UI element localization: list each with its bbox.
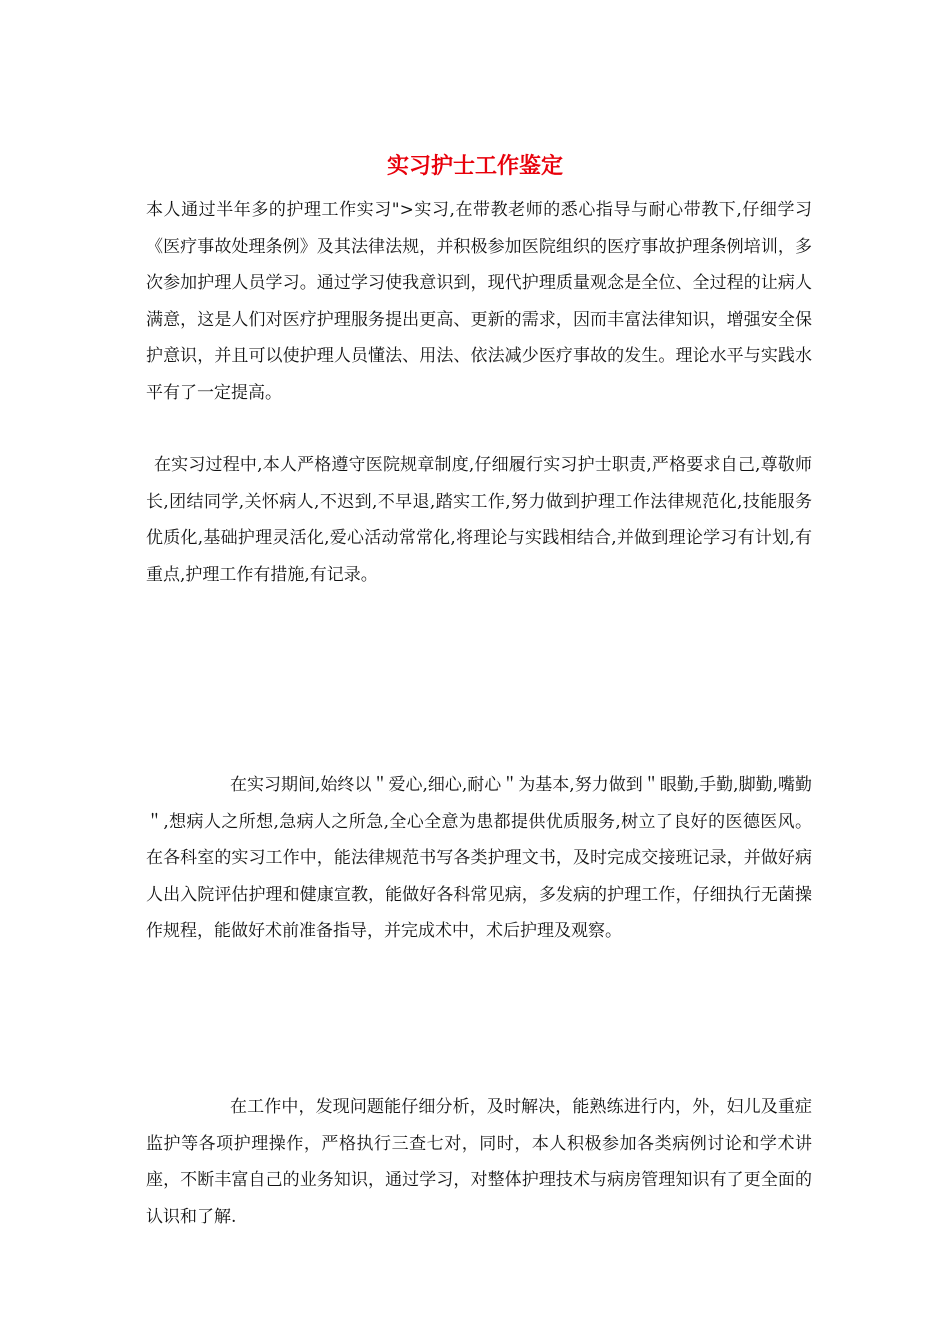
paragraph-3: 在实习期间,始终以＂爱心,细心,耐心＂为基本,努力做到＂眼勤,手勤,脚勤,嘴勤＂,想病人之所想,急病人之所急,全心全意为患都提供优质服务,树立了良好的医德医风。 在各科室的实习工作中，能法律规范书写各类护理文书，及时完成交接班记录，并做好病人出入院评估护理和健康宣教，能做好各科常见病，多发病的护理工作，仔细执行无菌操作规程，能做好术前准备指导，并完成术中，术后护理及观察。 (146, 775, 812, 941)
paragraph-4: 在工作中，发现问题能仔细分析，及时解决，能熟练进行内，外，妇儿及重症监护等各项护理操作，严格执行三查七对，同时，本人积极参加各类病例讨论和学术讲座，不断丰富自己的业务知识，通过学习，对整体护理技术与病房管理知识有了更全面的认识和了解. (146, 1097, 812, 1227)
document-title: 实习护士工作鉴定 (386, 153, 563, 179)
paragraph-2: 在实习过程中,本人严格遵守医院规章制度,仔细履行实习护士职责,严格要求自己,尊敬师长,团结同学,关怀病人,不迟到,不早退,踏实工作,努力做到护理工作法律规范化,技能服务优质化,基础护理灵活化,爱心活动常常化,将理论与实践相结合,并做到理论学习有计划,有重点,护理工作有措施,有记录。 (146, 455, 812, 585)
paragraph-1: 本人通过半年多的护理工作实习">实习,在带教老师的悉心指导与耐心带教下,仔细学习《医疗事故处理条例》及其法律法规，并积极参加医院组织的医疗事故护理条例培训，多次参加护理人员学习。通过学习使我意识到，现代护理质量观念是全位、全过程的让病人满意，这是人们对医疗护理服务提出更高、更新的需求，因而丰富法律知识，增强安全保护意识，并且可以使护理人员懂法、用法、依法减少医疗事故的发生。理论水平与实践水平有了一定提高。 (146, 200, 812, 403)
